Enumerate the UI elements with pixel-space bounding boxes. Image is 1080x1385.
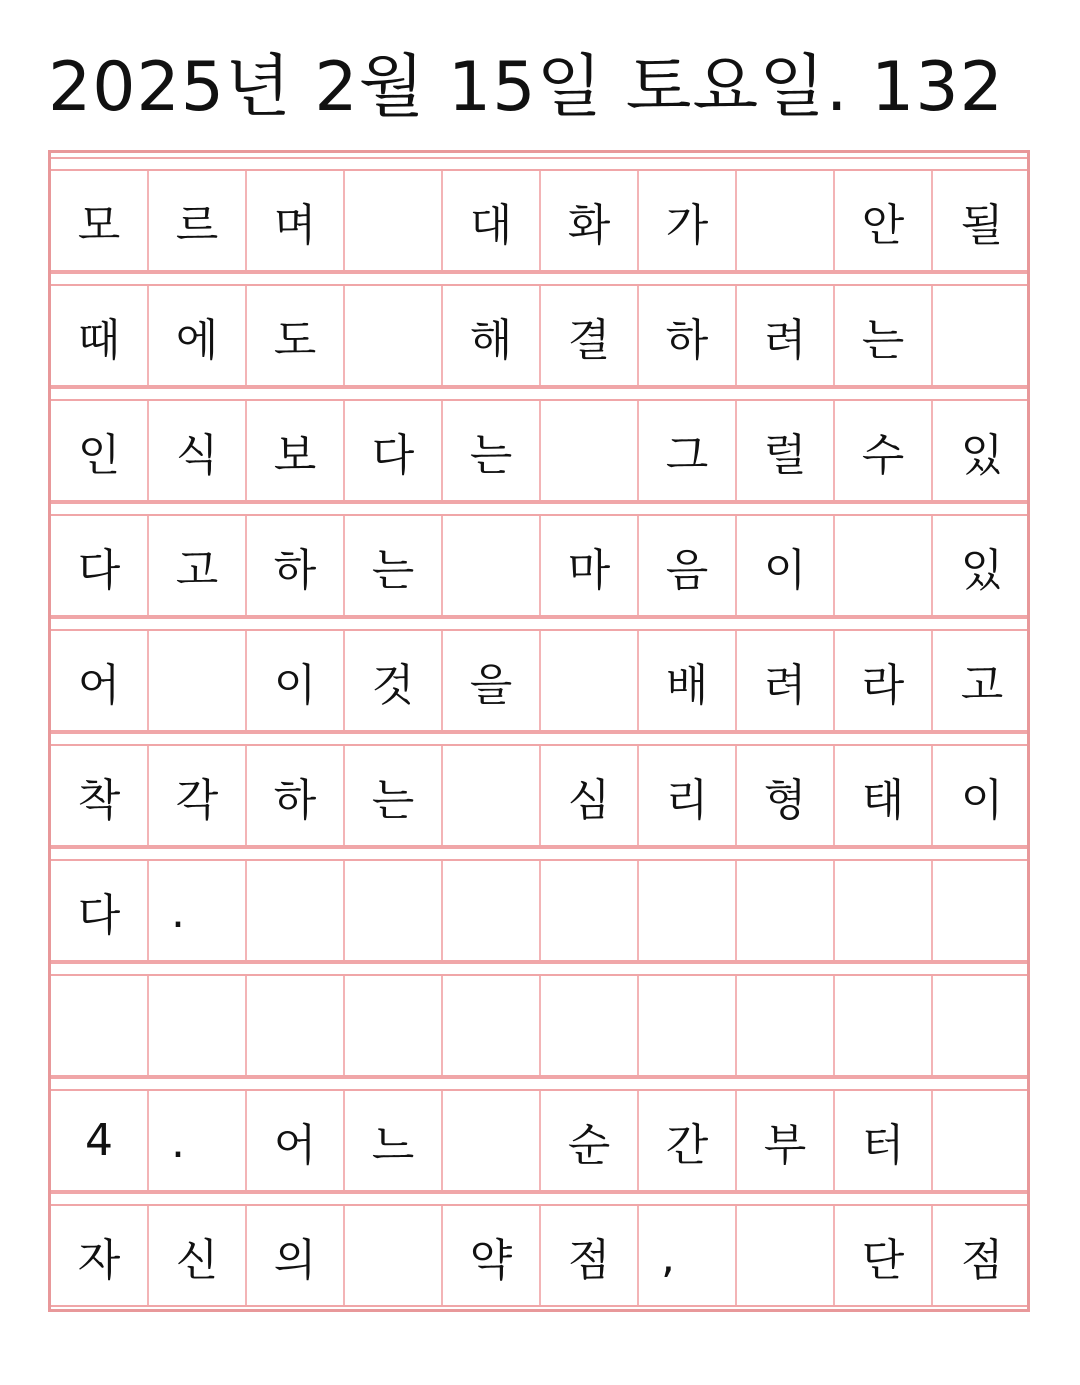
grid-cell: 하: [247, 746, 345, 845]
grid-cell: 다: [51, 516, 149, 615]
row-guide-band: [51, 1192, 1027, 1206]
grid-cell: 도: [247, 286, 345, 385]
grid-cell: 이: [960, 774, 1004, 826]
grid-cell: 럴: [737, 401, 835, 500]
grid-cell: 어: [51, 631, 149, 730]
row-divider: [51, 1305, 1027, 1307]
grid-cell: [737, 976, 835, 1075]
row-guide-band: [51, 617, 1027, 631]
row-guide-band: [51, 1077, 1027, 1091]
grid-row: [51, 732, 1027, 847]
grid-cell: [345, 171, 443, 270]
row-guide-band: [51, 962, 1027, 976]
row-guide-band: [51, 157, 1027, 171]
grid-cell: [835, 976, 933, 1075]
grid-cell: [345, 1206, 443, 1305]
grid-cell: [51, 976, 149, 1075]
grid-cell: 리: [639, 746, 737, 845]
grid-cell: 는: [835, 286, 933, 385]
grid-cell: [933, 976, 1031, 1075]
grid-cell: 에: [149, 286, 247, 385]
grid-cell: 점: [960, 1234, 1004, 1286]
row-guide-band: [51, 502, 1027, 516]
grid-cell: 있: [960, 429, 1004, 481]
grid-row: [51, 617, 1027, 732]
grid-cell: [443, 746, 541, 845]
grid-cell: 이: [247, 631, 345, 730]
grid-cell: [541, 976, 639, 1075]
grid-cell: [247, 976, 345, 1075]
row-guide-band: [51, 732, 1027, 746]
grid-row: [51, 1192, 1027, 1307]
grid-cell: 고: [960, 659, 1004, 711]
grid-cell: 화: [541, 171, 639, 270]
grid-cell: [737, 1206, 835, 1305]
grid-cell: 대: [443, 171, 541, 270]
grid-cell: [541, 861, 639, 960]
grid-cell: 며: [247, 171, 345, 270]
grid-cell: [541, 631, 639, 730]
grid-cell: 느: [345, 1091, 443, 1190]
grid-cell: 는: [345, 746, 443, 845]
grid-cell: 려: [737, 286, 835, 385]
grid-row: [51, 387, 1027, 502]
grid-cell: .: [149, 861, 247, 960]
grid-cell: 점: [541, 1206, 639, 1305]
grid-cell: 르: [149, 171, 247, 270]
grid-cell: 의: [247, 1206, 345, 1305]
grid-cell: 그: [639, 401, 737, 500]
grid-cell: 는: [345, 516, 443, 615]
grid-cell: [639, 861, 737, 960]
grid-cell: [933, 1091, 1031, 1190]
grid-cell: 인: [51, 401, 149, 500]
date-heading: 2025년 2월 15일 토요일. 132: [48, 48, 1004, 127]
grid-cell: ,: [639, 1206, 737, 1305]
grid-cell: [933, 286, 1031, 385]
grid-cell: [149, 631, 247, 730]
grid-cell: 것: [345, 631, 443, 730]
grid-cell: .: [149, 1091, 247, 1190]
grid-cell: 모: [51, 171, 149, 270]
grid-cell: [443, 1091, 541, 1190]
grid-cell: 될: [960, 199, 1004, 251]
manuscript-grid: [48, 150, 1030, 1312]
grid-cell: [737, 861, 835, 960]
grid-cell: 음: [639, 516, 737, 615]
grid-cell: [737, 171, 835, 270]
grid-cell: [345, 286, 443, 385]
grid-cell: 수: [835, 401, 933, 500]
grid-cell: 있: [960, 544, 1004, 596]
grid-cell: 착: [51, 746, 149, 845]
grid-cell: 가: [639, 171, 737, 270]
row-guide-band: [51, 387, 1027, 401]
grid-row: [51, 272, 1027, 387]
grid-cell: [835, 861, 933, 960]
grid-cell: 라: [835, 631, 933, 730]
grid-cell: 자: [51, 1206, 149, 1305]
grid-cell: 보: [247, 401, 345, 500]
grid-cell: 때: [51, 286, 149, 385]
grid-cell: 심: [541, 746, 639, 845]
grid-cell: 식: [149, 401, 247, 500]
grid-cell: [933, 861, 1031, 960]
grid-cell: [835, 516, 933, 615]
row-guide-band: [51, 847, 1027, 861]
grid-cell: [443, 516, 541, 615]
grid-cell: 해: [443, 286, 541, 385]
grid-row: [51, 157, 1027, 272]
grid-cell: 결: [541, 286, 639, 385]
grid-row: [51, 1077, 1027, 1192]
grid-cell: 고: [149, 516, 247, 615]
grid-cell: 다: [345, 401, 443, 500]
grid-cell: 4: [51, 1091, 149, 1190]
grid-cell: 부: [737, 1091, 835, 1190]
grid-cell: 안: [835, 171, 933, 270]
grid-cell: [345, 861, 443, 960]
grid-cell: 각: [149, 746, 247, 845]
grid-cell: 순: [541, 1091, 639, 1190]
grid-cell: 태: [835, 746, 933, 845]
grid-row: [51, 502, 1027, 617]
grid-cell: [443, 976, 541, 1075]
grid-cell: 이: [737, 516, 835, 615]
grid-cell: 약: [443, 1206, 541, 1305]
grid-row: [51, 962, 1027, 1077]
grid-cell: [247, 861, 345, 960]
grid-cell: 을: [443, 631, 541, 730]
grid-cell: 하: [247, 516, 345, 615]
grid-cell: [443, 861, 541, 960]
grid-cell: 신: [149, 1206, 247, 1305]
grid-cell: 하: [639, 286, 737, 385]
grid-cell: [345, 976, 443, 1075]
grid-cell: 려: [737, 631, 835, 730]
grid-cell: 형: [737, 746, 835, 845]
grid-cell: 터: [835, 1091, 933, 1190]
grid-cell: 어: [247, 1091, 345, 1190]
grid-cell: [639, 976, 737, 1075]
grid-cell: 배: [639, 631, 737, 730]
grid-cell: 단: [835, 1206, 933, 1305]
grid-cell: 마: [541, 516, 639, 615]
grid-cell: [541, 401, 639, 500]
grid-row: [51, 847, 1027, 962]
grid-cell: 간: [639, 1091, 737, 1190]
grid-cell: [149, 976, 247, 1075]
grid-cell: 다: [51, 861, 149, 960]
row-guide-band: [51, 272, 1027, 286]
grid-cell: 는: [443, 401, 541, 500]
